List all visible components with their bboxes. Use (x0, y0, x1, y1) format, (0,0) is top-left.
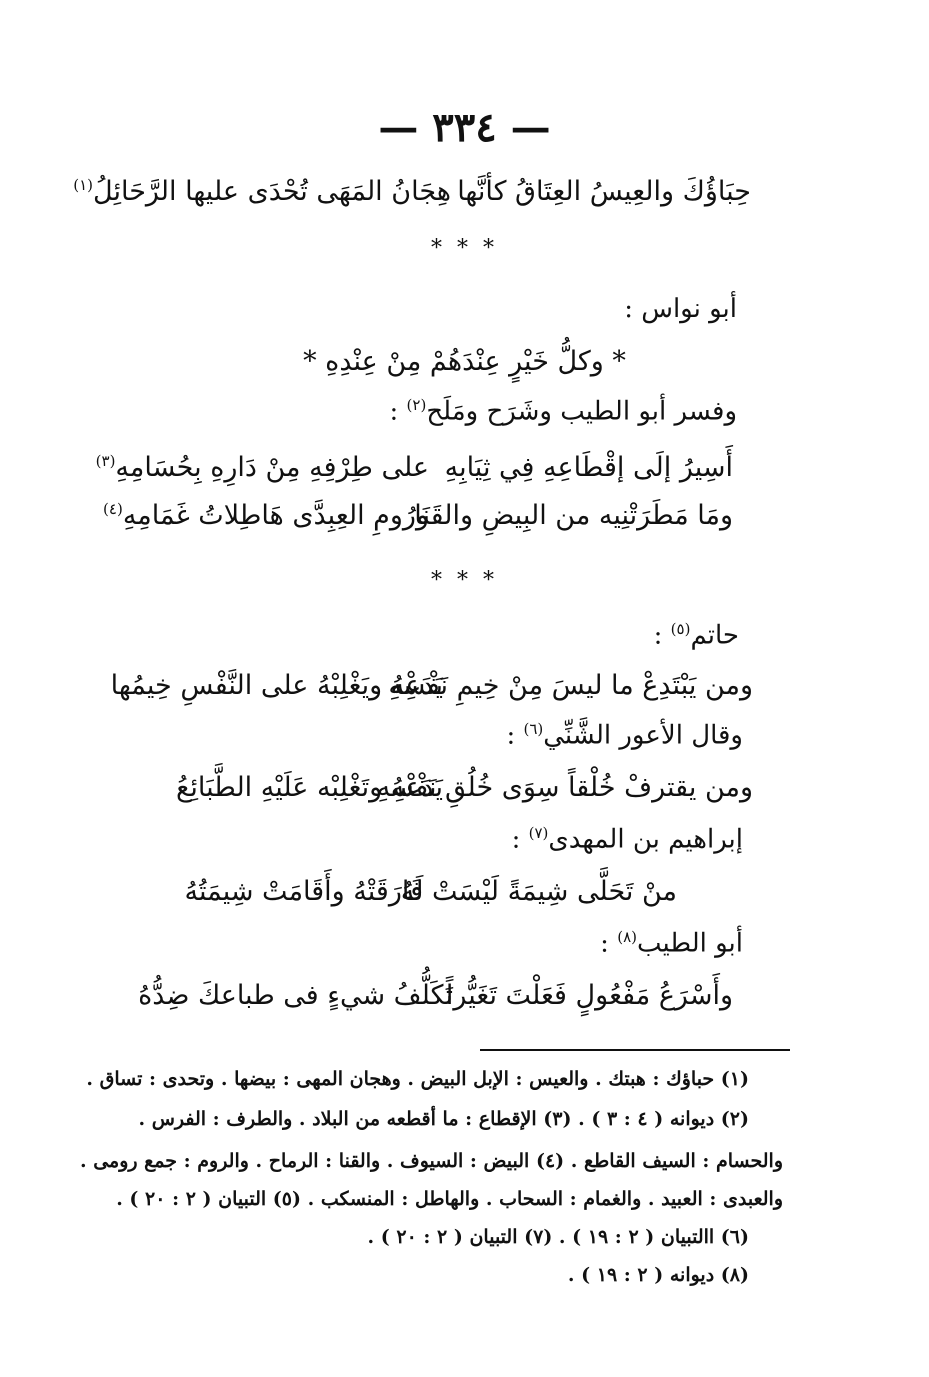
footnote-line-4: والعبدى : العبيد . والغمام : السحاب . والهاطل : المنسكب . (٥) التبيان ( ٢ : ٢٠ ) . (116, 1188, 783, 1210)
verse-6-right-hemistich: منْ تَحَلَّى شِيمَةً لَيْسَتْ لَهُ (400, 876, 677, 907)
intro-colon: : (389, 396, 407, 427)
verse-5-right-hemistich: ومن يقترفْ خُلْقاً سِوَى خُلُقِ نَفْسِهِ (376, 772, 753, 803)
verse-2-left-text: على طِرْفِهِ مِنْ دَارِهِ بِحُسَامِهِ (115, 452, 429, 483)
verse-1-left-text: هِجَانُ المَهَى تُحْدَى عليها الرَّحَائِلُ (93, 176, 451, 207)
verse-2-right-hemistich: أَسِيرُ إلَى إقْطَاعِهِ فِي ثِيَابِهِ (444, 452, 733, 483)
footnote-ref-8: (٨) (617, 928, 637, 946)
footnote-line-2: (٢) ديوانه ( ٤ : ٣ ) . (٣) الإقطاع : ما أقطعه من البلاد . والطرف : الفرس . (138, 1108, 749, 1130)
footnote-ref-1: (١) (73, 176, 94, 194)
verse-1-left-hemistich (73, 176, 451, 207)
verse-3-left-hemistich (103, 500, 429, 531)
footnote-line-1: (١) حباؤك : هبتك . والعيس : الإبل البيض . وهجان المهى : بيضها . وتحدى : تساق . (86, 1068, 749, 1090)
footnote-divider (480, 1049, 790, 1051)
speaker-ibrahim (512, 824, 743, 855)
page-number: — ٣٣٤ — (378, 104, 551, 151)
speaker-hatim-text: حاتم (690, 620, 739, 651)
speaker-hatim (654, 620, 739, 651)
intro-text: وفسر أبو الطيب وشَرَح ومَلَح (426, 396, 737, 427)
verse-3-right-hemistich: ومَا مَطَرَتْنِيه من البِيضِ والقَنَا (414, 500, 733, 531)
footnote-ref-7: (٧) (528, 824, 549, 842)
verse-4-right-hemistich: ومن يَبْتَدِعْ ما ليسَ مِنْ خِيمِ نَفْسِهِ (388, 670, 753, 701)
speaker-ibrahim-colon: : (511, 824, 529, 855)
footnote-line-6: (٨) ديوانه ( ٢ : ١٩ ) . (567, 1264, 749, 1286)
speaker-ibrahim-text: إبراهيم بن المهدى (548, 824, 743, 855)
footnote-ref-6: (٦) (523, 720, 544, 738)
star-separator-1: * * * (431, 236, 498, 261)
verse-2-left-hemistich (96, 452, 429, 483)
verse-3-left-text: ورُومِ العِبِدَّى هَاطِلاتُ غَمَامِهِ (122, 500, 429, 531)
speaker-abu-al-tayyib-colon: : (600, 928, 618, 959)
verse-7-right-hemistich: وأَسْرَعُ مَفْعُولٍ فَعَلْتَ تَغَيُّراً (445, 980, 733, 1011)
verse-7-left-hemistich: تَكَلُّفُ شيءٍ فى طباعكَ ضِدُّهُ (138, 980, 453, 1011)
speaker-abu-al-tayyib-text: أبو الطيب (636, 928, 743, 959)
footnote-ref-2: (٢) (406, 396, 427, 414)
speaker-al-awar (506, 720, 743, 751)
speaker-al-awar-colon: : (506, 720, 524, 751)
intro-abu-al-tayyib (390, 396, 737, 427)
verse-6-left-hemistich: فَارَقَتْهُ وأَقَامَتْ شِيمَتُهُ (184, 876, 423, 907)
footnote-line-5: (٦) االتبيان ( ٢ : ١٩ ) . (٧) التبيان ( ٢ : ٢٠ ) . (367, 1226, 749, 1248)
speaker-hatim-colon: : (653, 620, 671, 651)
footnote-ref-4: (٤) (103, 500, 123, 518)
centered-verse-line: * وكلُّ خَيْرٍ عِنْدَهُمْ مِنْ عِنْدِهِ * (303, 346, 626, 377)
star-separator-2: * * * (431, 568, 498, 593)
speaker-abu-al-tayyib (600, 928, 743, 959)
footnote-ref-3: (٣) (95, 452, 116, 470)
verse-5-left-hemistich: يَدَعْهُ وتَغْلِبْه عَلَيْهِ الطَّبَائِعُ (176, 772, 443, 803)
speaker-al-awar-text: وقال الأعور الشَّنِّي (543, 720, 743, 751)
speaker-abu-nuwas: أبو نواس : (624, 294, 737, 324)
verse-4-left-hemistich: يَدَعْهُ ويَغْلِبْهُ على النَّفْسِ خِيمُها (110, 670, 443, 701)
footnote-ref-5: (٥) (670, 620, 691, 638)
footnote-line-3: والحسام : السيف القاطع . (٤) البيض : السيوف . والقنا : الرماح . والروم : جمع رومى . (79, 1150, 783, 1172)
verse-1-right-hemistich: حِبَاؤُكَ والعِيسُ العِتَاقُ كأنَّها (457, 176, 751, 207)
